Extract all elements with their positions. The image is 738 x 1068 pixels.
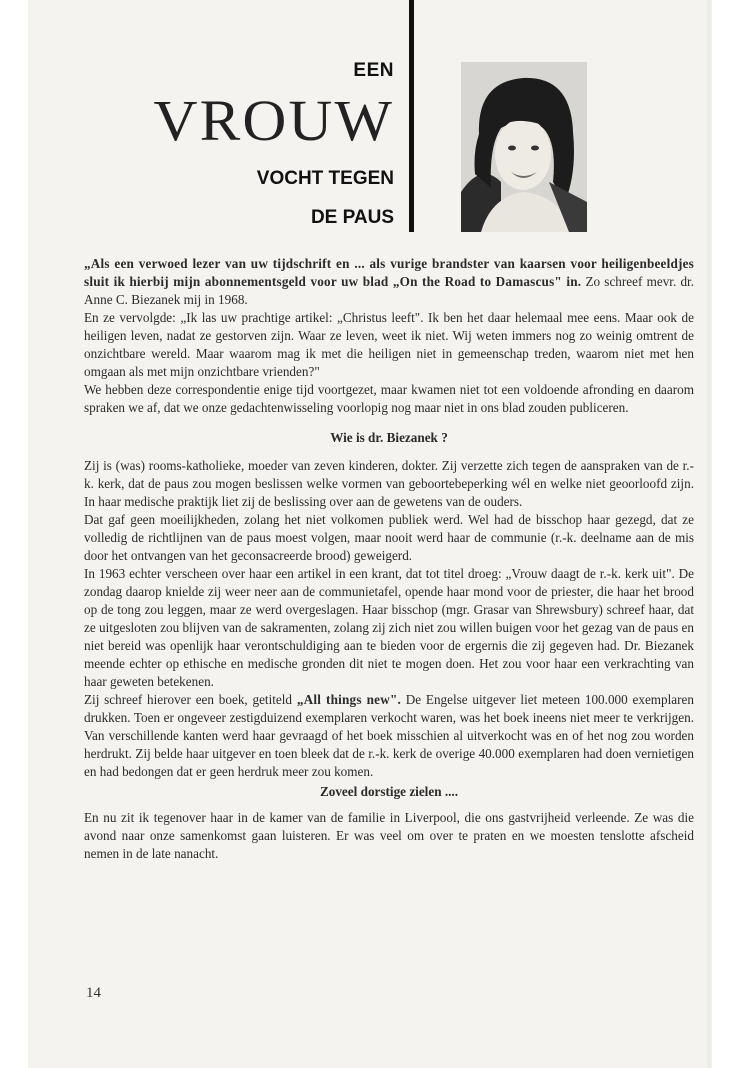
title-vocht-tegen: VOCHT TEGEN	[256, 168, 394, 189]
portrait-photo	[461, 62, 587, 232]
intro-lead-rest: Zo schreef mevr. dr. Anne C. Biezanek mij in 1968.	[84, 274, 695, 307]
section1-p4-a: Zij schreef hierover een boek, getiteld	[84, 692, 297, 707]
section1-paragraph-3: In 1963 echter verscheen over haar een artikel in een krant, dat tot titel droeg: „Vrouw daagt de r.-k. kerk uit". De zondag daarop knielde zij weer neer aan de communietafel, opende haar mond voor de priester, die haar het brood op de tong zou leggen, maar ze werd overgeslagen. Haar bisschop (mgr. Grasar van Shrewsbury) schreef haar, dat ze uitgesloten zou blijven van de sakramenten, zolang zij zich niet zou willen buigen voor het gezag van de paus en niet bereid was openlijk haar verontschuldiging aan te bieden voor de ergernis die zij gegeven had. Dr. Biezanek meende echter op ethische en medische gronden dit niet te mogen doen. Het zou voor haar een verkrachting van haar geweten betekenen.	[84, 566, 694, 689]
book-title: „All things new".	[296, 692, 401, 707]
title-een: EEN	[353, 60, 394, 81]
intro-paragraph	[84, 255, 694, 309]
intro-paragraph-3: We hebben deze correspondentie enige tijd voortgezet, maar kwamen niet tot een voldoende afronding en daarom spraken we af, dat we onze gedachtenwisseling voorlopig nog maar niet in ons blad zouden publiceren.	[84, 382, 694, 415]
title-de-paus: DE PAUS	[310, 207, 394, 228]
page	[28, 0, 710, 1068]
section1-paragraph-2: Dat gaf geen moeilijkheden, zolang het niet volkomen publiek werd. Wel had de bisschop haar gezegd, dat ze volledig de richtlijnen van de paus moest volgen, maar nooit werd haar de communie (r.-k. deelname aan de mis door het ontvangen van het geconsacreerde brood) geweigerd.	[84, 512, 694, 563]
page-edge	[706, 0, 712, 1068]
page-number: 14	[86, 985, 101, 1001]
title-block	[28, 0, 398, 240]
intro-lead-bold: „Als een verwoed lezer van uw tijdschrift en ... als vurige brandster van kaarsen voor heiligenbeeldjes sluit ik hierbij mijn abonnementsgeld voor uw blad „On the Road to Damascus" in.	[84, 256, 694, 289]
section-heading-wie-is: Wie is dr. Biezanek ?	[330, 430, 448, 445]
title-divider	[409, 0, 414, 232]
section1-paragraph-4	[84, 691, 694, 781]
section1-paragraph-1: Zij is (was) rooms-katholieke, moeder van zeven kinderen, dokter. Zij verzette zich tegen de aanspraken van de r.-k. kerk, dat de paus zou mogen beslissen welke vormen van geboortebeperking wél en welke niet geoorloofd zijn. In haar medische praktijk liet zij de beslissing over aan de gewetens van de ouders.	[84, 458, 694, 509]
intro-paragraph-2: En ze vervolgde: „Ik las uw prachtige artikel: „Christus leeft". Ik ben het daar helemaal mee eens. Maar ook de heiligen leven, nadat ze gestorven zijn. Waar ze leven, weet ik niet. Wij weten immers nog zo weinig omtrent de onzichtbare wereld. Maar waarom mag ik met die heiligen niet in gemeenschap treden, waarom niet met hen omgaan als met mijn onzichtbare vrienden?"	[84, 310, 694, 379]
article-body	[84, 255, 694, 863]
section1-p4-b: De Engelse uitgever liet meteen 100.000 exemplaren drukken. Toen er ongeveer zestigduizend exemplaren verkocht waren, was het boek ineens niet meer te verkrijgen. Van verschillende kanten werd haar gevraagd of het boek misschien al uitverkocht was en of het nog zou worden herdrukt. Zij belde haar uitgever en toen bleek dat de r.-k. kerk de overige 40.000 exemplaren had doen vernietigen en had bedongen dat er geen herdruk meer zou komen.	[84, 692, 695, 779]
section2-paragraph-1: En nu zit ik tegenover haar in de kamer van de familie in Liverpool, die ons gastvrijheid verleende. Ze was die avond naar onze samenkomst gaan luisteren. Er was veel om over te praten en we moesten tenslotte afscheid nemen in de late nanacht.	[84, 810, 694, 861]
title-vrouw: VROUW	[153, 88, 394, 153]
section-heading-dorstige-zielen: Zoveel dorstige zielen ....	[319, 784, 459, 799]
